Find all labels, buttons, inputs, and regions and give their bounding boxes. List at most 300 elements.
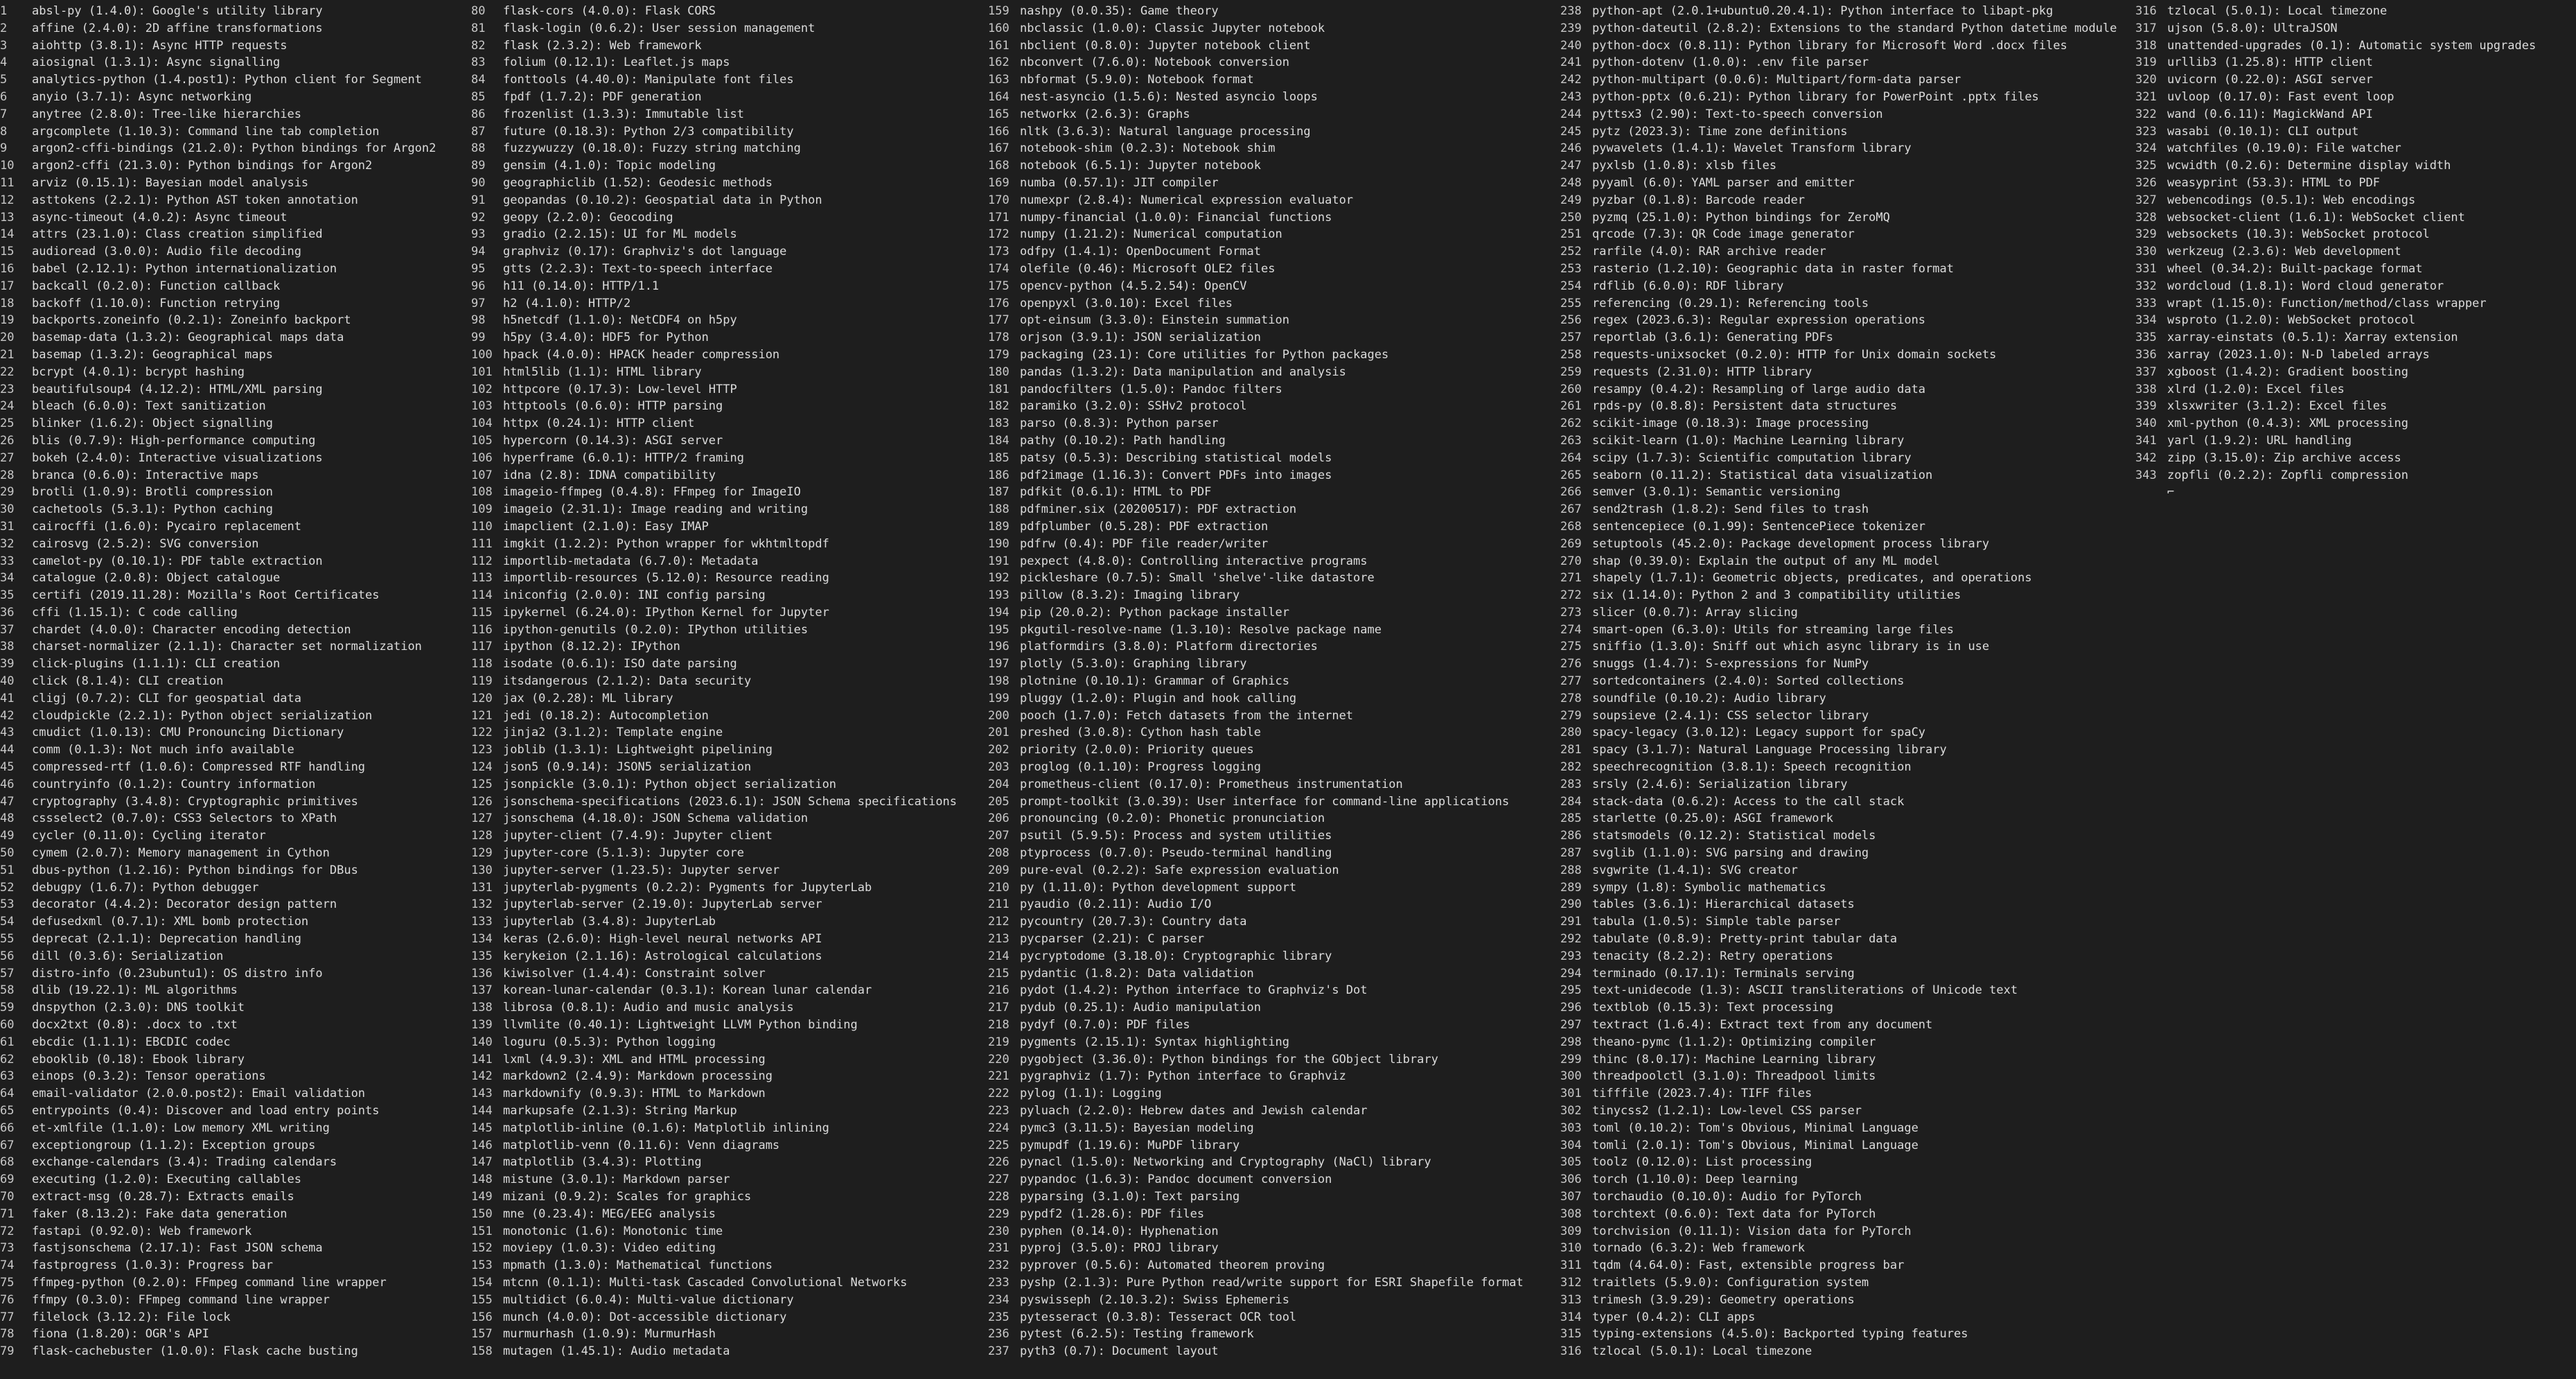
list-item <box>471 1257 984 1274</box>
line-number: 11 <box>0 175 15 190</box>
package-entry: cryptography (3.4.8): Cryptographic primitives <box>32 794 358 809</box>
list-item <box>0 518 468 536</box>
line-number: 83 <box>471 55 486 70</box>
line-number: 98 <box>471 313 486 328</box>
list-item <box>1560 948 2133 965</box>
package-entry: matplotlib-inline (0.1.6): Matplotlib inlining <box>503 1121 829 1135</box>
line-number: 137 <box>471 983 493 998</box>
list-item <box>1560 741 2133 759</box>
package-entry: xml-python (0.4.3): XML processing <box>2167 416 2408 431</box>
list-item <box>988 965 1556 983</box>
line-number: 126 <box>471 794 493 809</box>
package-entry: sympy (1.8): Symbolic mathematics <box>1592 880 1826 895</box>
package-entry: brotli (1.0.9): Brotli compression <box>32 485 273 500</box>
line-number: 144 <box>471 1104 493 1118</box>
package-entry: terminado (0.17.1): Terminals serving <box>1592 966 1855 981</box>
list-item <box>0 673 468 690</box>
package-entry: pyluach (2.2.0): Hebrew dates and Jewish calendar <box>1020 1104 1368 1118</box>
line-number: 90 <box>471 175 486 190</box>
list-item <box>0 1171 468 1188</box>
line-number: 21 <box>0 347 15 362</box>
line-number: 115 <box>471 605 493 620</box>
package-entry: exchange-calendars (3.4): Trading calendars <box>32 1155 337 1170</box>
package-entry: xgboost (1.4.2): Gradient boosting <box>2167 364 2408 379</box>
line-number: 128 <box>471 829 493 843</box>
package-entry: nest-asyncio (1.5.6): Nested asyncio loops <box>1020 89 1318 104</box>
line-number: 108 <box>471 485 493 500</box>
list-item <box>0 501 468 518</box>
package-entry: torch (1.10.0): Deep learning <box>1592 1172 1798 1187</box>
list-item <box>471 948 984 965</box>
line-number: 19 <box>0 313 15 328</box>
line-number: 74 <box>0 1258 15 1273</box>
package-entry: prometheus-client (0.17.0): Prometheus instrumentation <box>1020 777 1403 791</box>
package-entry: babel (2.12.1): Python internationalization <box>32 261 337 276</box>
list-item <box>988 638 1556 656</box>
list-item <box>471 604 984 622</box>
list-item <box>988 209 1556 227</box>
package-entry: pronouncing (0.2.0): Phonetic pronunciation <box>1020 811 1325 826</box>
list-item <box>471 175 984 192</box>
list-item <box>0 999 468 1017</box>
package-entry: imapclient (2.1.0): Easy IMAP <box>503 519 709 534</box>
line-number: 127 <box>471 811 493 826</box>
list-item <box>471 1085 984 1103</box>
line-number: 140 <box>471 1035 493 1049</box>
package-entry: six (1.14.0): Python 2 and 3 compatibility utilities <box>1592 588 1961 603</box>
list-item <box>988 724 1556 741</box>
package-entry: toolz (0.12.0): List processing <box>1592 1155 1812 1170</box>
package-entry: nltk (3.6.3): Natural language processing <box>1020 124 1311 139</box>
list-item <box>1560 175 2133 192</box>
line-number: 197 <box>988 657 1009 671</box>
line-number: 205 <box>988 794 1009 809</box>
list-item <box>2135 37 2573 55</box>
package-entry: imageio-ffmpeg (0.4.8): FFmpeg for ImageIO <box>503 485 801 500</box>
line-number: 95 <box>471 261 486 276</box>
package-entry: frozenlist (1.3.3): Immutable list <box>503 107 744 121</box>
list-item <box>988 1240 1556 1257</box>
line-number: 145 <box>471 1121 493 1135</box>
package-entry: traitlets (5.9.0): Configuration system <box>1592 1275 1869 1290</box>
line-number: 54 <box>0 915 15 929</box>
package-entry: affine (2.4.0): 2D affine transformations <box>32 21 323 35</box>
package-entry: uvloop (0.17.0): Fast event loop <box>2167 89 2394 104</box>
list-item <box>471 1154 984 1171</box>
package-entry: dill (0.3.6): Serialization <box>32 949 224 963</box>
list-item <box>0 54 468 71</box>
package-entry: threadpoolctl (3.1.0): Threadpool limits <box>1592 1069 1876 1084</box>
package-entry: wheel (0.34.2): Built-package format <box>2167 261 2423 276</box>
list-item <box>471 896 984 913</box>
list-item <box>471 862 984 879</box>
package-entry: networkx (2.6.3): Graphs <box>1020 107 1190 121</box>
list-item <box>471 1223 984 1240</box>
package-entry: tornado (6.3.2): Web framework <box>1592 1241 1806 1256</box>
line-number: 172 <box>988 227 1009 242</box>
list-item <box>471 243 984 261</box>
list-item <box>2135 295 2573 313</box>
line-number: 251 <box>1560 227 1582 242</box>
package-entry: httptools (0.6.0): HTTP parsing <box>503 399 723 414</box>
line-number: 135 <box>471 949 493 963</box>
list-item <box>1560 1068 2133 1085</box>
list-item <box>988 1034 1556 1051</box>
line-number: 343 <box>2135 468 2157 482</box>
line-number: 272 <box>1560 588 1582 603</box>
package-entry: tzlocal (5.0.1): Local timezone <box>2167 4 2388 18</box>
list-item <box>1560 1120 2133 1137</box>
package-entry: plotnine (0.10.1): Grammar of Graphics <box>1020 674 1289 689</box>
package-entry: asttokens (2.2.1): Python AST token annotation <box>32 193 358 207</box>
package-entry: jsonschema-specifications (2023.6.1): JSON Schema specifications <box>503 794 958 809</box>
list-item <box>1560 243 2133 261</box>
line-number: 242 <box>1560 73 1582 87</box>
package-entry: tinycss2 (1.2.1): Low-level CSS parser <box>1592 1104 1862 1118</box>
line-number: 198 <box>988 674 1009 689</box>
list-item <box>0 776 468 793</box>
line-number: 75 <box>0 1275 15 1290</box>
list-item <box>988 261 1556 278</box>
package-entry: nbclient (0.8.0): Jupyter notebook client <box>1020 38 1311 53</box>
line-number: 266 <box>1560 485 1582 500</box>
line-number: 286 <box>1560 829 1582 843</box>
line-number: 92 <box>471 210 486 225</box>
line-number: 326 <box>2135 175 2157 190</box>
package-entry: bcrypt (4.0.1): bcrypt hashing <box>32 364 245 379</box>
line-number: 336 <box>2135 347 2157 362</box>
line-number: 26 <box>0 433 15 448</box>
package-entry: ebcdic (1.1.1): EBCDIC codec <box>32 1035 231 1049</box>
line-number: 299 <box>1560 1052 1582 1066</box>
list-item <box>1560 724 2133 741</box>
line-number: 302 <box>1560 1104 1582 1118</box>
package-entry: h5netcdf (1.1.0): NetCDF4 on h5py <box>503 313 737 328</box>
list-item <box>0 226 468 243</box>
package-entry: analytics-python (1.4.post1): Python client for Segment <box>32 73 422 87</box>
list-item <box>471 1017 984 1034</box>
list-item <box>1560 999 2133 1017</box>
line-number: 91 <box>471 193 486 207</box>
list-item <box>1560 295 2133 313</box>
line-number: 7 <box>0 107 8 121</box>
package-entry: jupyter-core (5.1.3): Jupyter core <box>503 846 744 861</box>
list-item <box>1560 1034 2133 1051</box>
line-number: 228 <box>988 1189 1009 1204</box>
package-column-3 <box>988 3 1556 1360</box>
package-entry: pylog (1.1): Logging <box>1020 1087 1162 1101</box>
package-entry: jupyter-client (7.4.9): Jupyter client <box>503 829 773 843</box>
list-item <box>1560 192 2133 209</box>
list-item <box>1560 1017 2133 1034</box>
line-number: 177 <box>988 313 1009 328</box>
line-number: 324 <box>2135 141 2157 156</box>
package-entry: branca (0.6.0): Interactive maps <box>32 468 259 482</box>
line-number: 30 <box>0 502 15 517</box>
package-entry: mistune (3.0.1): Markdown parser <box>503 1172 730 1187</box>
list-item <box>988 776 1556 793</box>
line-number: 180 <box>988 364 1009 379</box>
list-item <box>471 656 984 673</box>
line-number: 8 <box>0 124 8 139</box>
line-number: 290 <box>1560 897 1582 912</box>
line-number: 216 <box>988 983 1009 998</box>
line-number: 176 <box>988 296 1009 310</box>
list-item <box>0 587 468 604</box>
list-item <box>0 106 468 123</box>
package-entry: werkzeug (2.3.6): Web development <box>2167 245 2401 259</box>
line-number: 271 <box>1560 571 1582 586</box>
package-entry: wand (0.6.11): MagickWand API <box>2167 107 2373 121</box>
package-entry: jinja2 (3.1.2): Template engine <box>503 726 723 740</box>
package-entry: send2trash (1.8.2): Send files to trash <box>1592 502 1869 517</box>
package-entry: anytree (2.8.0): Tree-like hierarchies <box>32 107 301 121</box>
line-number: 190 <box>988 536 1009 551</box>
package-entry: pydantic (1.8.2): Data validation <box>1020 966 1254 981</box>
list-item <box>0 278 468 295</box>
package-entry: korean-lunar-calendar (0.3.1): Korean lunar calendar <box>503 983 872 998</box>
package-entry: pycountry (20.7.3): Country data <box>1020 915 1247 929</box>
list-item <box>1560 776 2133 793</box>
line-number: 123 <box>471 743 493 757</box>
list-item <box>988 1223 1556 1240</box>
list-item <box>0 879 468 897</box>
package-entry: pymc3 (3.11.5): Bayesian modeling <box>1020 1121 1254 1135</box>
package-entry: typing-extensions (4.5.0): Backported typing features <box>1592 1327 1968 1342</box>
line-number: 152 <box>471 1241 493 1256</box>
package-entry: ffmpy (0.3.0): FFmpeg command line wrapper <box>32 1292 330 1307</box>
line-number: 289 <box>1560 880 1582 895</box>
package-entry: requests (2.31.0): HTTP library <box>1592 364 1812 379</box>
package-entry: flask-cors (4.0.0): Flask CORS <box>503 4 716 18</box>
package-entry: monotonic (1.6): Monotonic time <box>503 1224 723 1238</box>
list-item <box>0 553 468 570</box>
list-item <box>0 484 468 501</box>
line-number: 304 <box>1560 1138 1582 1152</box>
list-item <box>988 879 1556 897</box>
line-number: 33 <box>0 554 15 568</box>
line-number: 132 <box>471 897 493 912</box>
list-item <box>471 1343 984 1360</box>
line-number: 342 <box>2135 450 2157 465</box>
list-item <box>988 432 1556 450</box>
package-entry: json5 (0.9.14): JSON5 serialization <box>503 760 752 775</box>
line-number: 148 <box>471 1172 493 1187</box>
package-column-4 <box>1560 3 2133 1360</box>
line-number: 37 <box>0 622 15 637</box>
list-item <box>1560 261 2133 278</box>
line-number: 333 <box>2135 296 2157 310</box>
list-item <box>1560 346 2133 364</box>
list-item <box>1560 1103 2133 1120</box>
package-entry: tifffile (2023.7.4): TIFF files <box>1592 1087 1812 1101</box>
package-entry: email-validator (2.0.0.post2): Email validation <box>32 1087 366 1101</box>
package-entry: arviz (0.15.1): Bayesian model analysis <box>32 175 309 190</box>
list-item <box>0 20 468 37</box>
line-number: 110 <box>471 519 493 534</box>
package-entry: websockets (10.3): WebSocket protocol <box>2167 227 2430 242</box>
list-item <box>988 622 1556 639</box>
package-entry: soupsieve (2.4.1): CSS selector library <box>1592 708 1869 723</box>
line-number: 184 <box>988 433 1009 448</box>
line-number: 306 <box>1560 1172 1582 1187</box>
line-number: 105 <box>471 433 493 448</box>
package-entry: pip (20.0.2): Python package installer <box>1020 605 1289 620</box>
list-item <box>1560 312 2133 329</box>
list-item <box>1560 1188 2133 1206</box>
package-entry: weasyprint (53.3): HTML to PDF <box>2167 175 2381 190</box>
line-number: 214 <box>988 949 1009 963</box>
package-entry: flask (2.3.2): Web framework <box>503 38 702 53</box>
line-number: 51 <box>0 863 15 877</box>
package-entry: olefile (0.46): Microsoft OLE2 files <box>1020 261 1276 276</box>
line-number: 318 <box>2135 38 2157 53</box>
line-number: 320 <box>2135 73 2157 87</box>
line-number: 329 <box>2135 227 2157 242</box>
list-item <box>471 708 984 725</box>
list-item <box>471 278 984 295</box>
line-number: 185 <box>988 450 1009 465</box>
package-entry: proglog (0.1.10): Progress logging <box>1020 760 1261 775</box>
list-item <box>471 1068 984 1085</box>
package-entry: pyphen (0.14.0): Hyphenation <box>1020 1224 1219 1238</box>
line-number: 222 <box>988 1087 1009 1101</box>
package-entry: pluggy (1.2.0): Plugin and hook calling <box>1020 691 1297 705</box>
line-number: 151 <box>471 1224 493 1238</box>
line-number: 277 <box>1560 674 1582 689</box>
line-number: 121 <box>471 708 493 723</box>
package-entry: numpy (1.21.2): Numerical computation <box>1020 227 1282 242</box>
list-item <box>988 192 1556 209</box>
list-item <box>2135 71 2573 89</box>
line-number: 234 <box>988 1292 1009 1307</box>
line-number: 281 <box>1560 743 1582 757</box>
line-number: 195 <box>988 622 1009 637</box>
list-item <box>0 1103 468 1120</box>
list-item <box>0 690 468 708</box>
line-number: 166 <box>988 124 1009 139</box>
line-number: 45 <box>0 760 15 775</box>
line-number: 316 <box>1560 1344 1582 1359</box>
line-number: 130 <box>471 863 493 877</box>
line-number: 244 <box>1560 107 1582 121</box>
list-item <box>988 1188 1556 1206</box>
package-entry: pillow (8.3.2): Imaging library <box>1020 588 1240 603</box>
line-number: 157 <box>471 1327 493 1342</box>
line-number: 97 <box>471 296 486 310</box>
list-item <box>471 536 984 553</box>
line-number: 300 <box>1560 1069 1582 1084</box>
package-entry: numpy-financial (1.0.0): Financial functions <box>1020 210 1332 225</box>
package-entry: pdf2image (1.16.3): Convert PDFs into images <box>1020 468 1332 482</box>
package-entry: isodate (0.6.1): ISO date parsing <box>503 657 737 671</box>
package-entry: hypercorn (0.14.3): ASGI server <box>503 433 723 448</box>
list-item <box>988 1326 1556 1343</box>
line-number: 20 <box>0 331 15 345</box>
package-entry: cligj (0.7.2): CLI for geospatial data <box>32 691 301 705</box>
line-number: 150 <box>471 1206 493 1221</box>
package-entry: pydyf (0.7.0): PDF files <box>1020 1018 1190 1033</box>
list-item <box>988 106 1556 123</box>
package-entry: sniffio (1.3.0): Sniff out which async library is in use <box>1592 640 1990 654</box>
list-item <box>0 89 468 106</box>
list-item <box>471 759 984 776</box>
list-item <box>471 776 984 793</box>
list-item <box>1560 570 2133 587</box>
line-number: 213 <box>988 932 1009 947</box>
line-number: 275 <box>1560 640 1582 654</box>
line-number: 47 <box>0 794 15 809</box>
list-item <box>2135 3 2573 20</box>
list-item <box>1560 1171 2133 1188</box>
line-number: 84 <box>471 73 486 87</box>
package-entry: sentencepiece (0.1.99): SentencePiece tokenizer <box>1592 519 1926 534</box>
package-entry: reportlab (3.6.1): Generating PDFs <box>1592 331 1833 345</box>
line-number: 112 <box>471 554 493 568</box>
list-item <box>1560 381 2133 398</box>
line-number: 85 <box>471 89 486 104</box>
line-number: 235 <box>988 1310 1009 1324</box>
list-item <box>988 123 1556 141</box>
line-number: 317 <box>2135 21 2157 35</box>
list-item <box>988 1085 1556 1103</box>
list-item <box>988 312 1556 329</box>
list-item <box>0 604 468 622</box>
line-number: 2 <box>0 21 8 35</box>
package-entry: preshed (3.0.8): Cython hash table <box>1020 726 1261 740</box>
list-item <box>988 793 1556 811</box>
line-number: 80 <box>471 4 486 18</box>
package-entry: paramiko (3.2.0): SSHv2 protocol <box>1020 399 1247 414</box>
package-entry: scipy (1.7.3): Scientific computation library <box>1592 450 1912 465</box>
package-entry: nashpy (0.0.35): Game theory <box>1020 4 1219 18</box>
list-item <box>0 1257 468 1274</box>
list-item <box>1560 20 2133 37</box>
list-item <box>0 931 468 948</box>
line-number: 264 <box>1560 450 1582 465</box>
package-entry: torchvision (0.11.1): Vision data for PyTorch <box>1592 1224 1912 1238</box>
list-item <box>988 1343 1556 1360</box>
list-item <box>471 89 984 106</box>
list-item <box>1560 913 2133 931</box>
list-item <box>988 415 1556 432</box>
list-item <box>988 1154 1556 1171</box>
list-item <box>0 71 468 89</box>
line-number: 295 <box>1560 983 1582 998</box>
line-number: 99 <box>471 331 486 345</box>
package-entry: shapely (1.7.1): Geometric objects, predicates, and operations <box>1592 571 2032 586</box>
list-item <box>988 587 1556 604</box>
package-entry: uvicorn (0.22.0): ASGI server <box>2167 73 2373 87</box>
package-entry: pywavelets (1.4.1): Wavelet Transform library <box>1592 141 1912 156</box>
list-item <box>1560 587 2133 604</box>
line-number: 34 <box>0 571 15 586</box>
package-entry: setuptools (45.2.0): Package development process library <box>1592 536 1990 551</box>
line-number: 254 <box>1560 279 1582 293</box>
list-item <box>2135 140 2573 157</box>
package-entry: platformdirs (3.8.0): Platform directories <box>1020 640 1318 654</box>
package-entry: cymem (2.0.7): Memory management in Cython <box>32 846 330 861</box>
package-entry: deprecat (2.1.1): Deprecation handling <box>32 932 301 947</box>
line-number: 257 <box>1560 331 1582 345</box>
line-number: 335 <box>2135 331 2157 345</box>
package-entry: blinker (1.6.2): Object signalling <box>32 416 273 431</box>
package-entry: soundfile (0.10.2): Audio library <box>1592 691 1826 705</box>
line-number: 249 <box>1560 193 1582 207</box>
line-number: 17 <box>0 279 15 293</box>
package-entry: mtcnn (0.1.1): Multi-task Cascaded Convolutional Networks <box>503 1275 908 1290</box>
package-entry: toml (0.10.2): Tom's Obvious, Minimal Language <box>1592 1121 1918 1135</box>
